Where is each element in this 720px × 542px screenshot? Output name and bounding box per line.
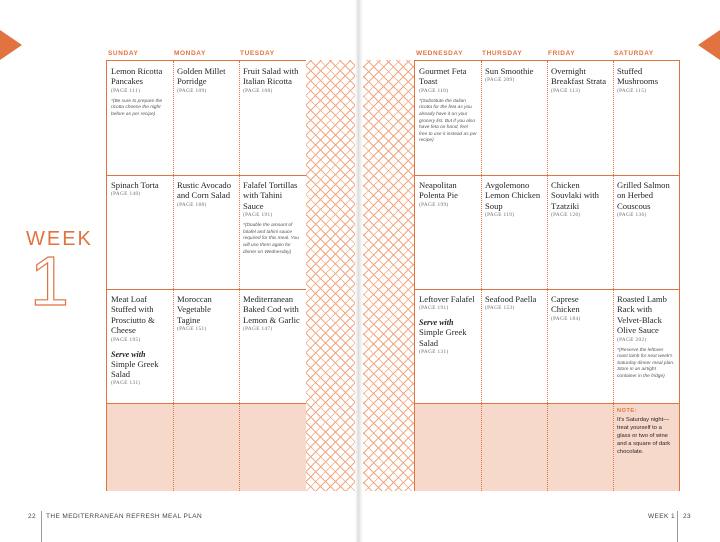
meal-title: Gourmet Feta Toast bbox=[419, 66, 467, 87]
footer-divider-right bbox=[677, 511, 678, 542]
page-reference: (PAGE 140) bbox=[111, 191, 141, 198]
page-reference: (PAGE 120) bbox=[551, 212, 581, 219]
page-reference: (PAGE 109) bbox=[177, 87, 207, 94]
meal-cell bbox=[173, 175, 239, 208]
right-tab-triangle-icon bbox=[698, 30, 720, 60]
meal-title: Roasted Lamb Rack with Velvet-Black Olive Sauce bbox=[617, 294, 667, 336]
left-page-number: 22 bbox=[28, 513, 37, 520]
page-reference: (PAGE 202) bbox=[617, 336, 647, 343]
left-tab-triangle-icon bbox=[0, 30, 22, 60]
meal-title: Rustic Avocado and Corn Salad bbox=[177, 180, 232, 201]
page-reference: (PAGE 199) bbox=[419, 201, 449, 208]
page-reference: (PAGE 111) bbox=[111, 87, 141, 94]
meal-title: Mediterranean Baked Cod with Lemon & Garlic bbox=[243, 294, 300, 325]
note-heading: NOTE: bbox=[617, 408, 638, 414]
page-reference: (PAGE 153) bbox=[485, 305, 515, 312]
meal-title: Falafel Tortillas with Tahini Sauce bbox=[243, 180, 298, 211]
column-divider bbox=[239, 61, 240, 491]
meal-title: Moroccan Vegetable Tagine bbox=[177, 294, 212, 325]
meal-title: Meat Loaf Stuffed with Prosciutto & Cheese bbox=[111, 294, 155, 336]
meal-cell bbox=[415, 61, 481, 145]
meal-note: *(Substitute the Italian ricotta for the feta as you already have it on your grocery list. But if you also have feta on hand, feel free to use it instead as per recipe) bbox=[419, 98, 477, 144]
crosshatch-pattern-left bbox=[306, 60, 355, 491]
meal-cell bbox=[239, 61, 306, 94]
right-running-title: WEEK 1 bbox=[648, 513, 675, 520]
meal-title: Avgolemono Lemon Chicken Soup bbox=[485, 180, 541, 211]
meal-title: Seafood Paella bbox=[485, 294, 537, 304]
left-running-title: THE MEDITERRANEAN REFRESH MEAL PLAN bbox=[46, 513, 203, 520]
meal-title: Golden Millet Porridge bbox=[177, 66, 226, 87]
side-dish-title: Simple Greek Salad bbox=[111, 358, 159, 380]
meal-title: Neapolitan Polenta Pie bbox=[419, 180, 458, 201]
meal-cell bbox=[481, 289, 547, 311]
meal-cell bbox=[415, 289, 481, 355]
page-reference: (PAGE 188) bbox=[177, 201, 207, 208]
page-reference: (PAGE 110) bbox=[419, 87, 449, 94]
day-header-monday: MONDAY bbox=[174, 50, 206, 57]
meal-cell bbox=[547, 61, 613, 94]
saturday-note-box bbox=[613, 403, 679, 456]
meal-cell bbox=[107, 175, 173, 197]
meal-cell bbox=[613, 289, 679, 381]
week-number: 1 bbox=[30, 242, 69, 320]
meal-cell bbox=[107, 61, 173, 119]
crosshatch-pattern-right bbox=[363, 60, 414, 491]
week-label: WEEK bbox=[26, 228, 93, 250]
day-header-friday: FRIDAY bbox=[548, 50, 576, 57]
serve-with-label: Serve with bbox=[111, 349, 146, 359]
day-header-saturday: SATURDAY bbox=[614, 50, 654, 57]
meal-title: Spinach Torta bbox=[111, 180, 159, 190]
meal-cell bbox=[107, 289, 173, 386]
serve-with-label: Serve with bbox=[419, 318, 454, 328]
left-week-grid bbox=[106, 60, 307, 491]
meal-title: Caprese Chicken bbox=[551, 294, 580, 315]
meal-note: *(Reserve the leftover roast lamb for next week's Saturday dinner meal plan. Store in an airtight container in the fridge) bbox=[617, 347, 675, 379]
meal-cell bbox=[173, 61, 239, 94]
page-reference: (PAGE 184) bbox=[551, 315, 581, 322]
page-reference: (PAGE 131) bbox=[111, 380, 141, 387]
meal-cell bbox=[481, 61, 547, 83]
page-reference: (PAGE 151) bbox=[177, 326, 207, 333]
footer-divider-left bbox=[41, 511, 42, 542]
page-reference: (PAGE 136) bbox=[617, 212, 647, 219]
meal-cell bbox=[547, 289, 613, 322]
meal-title: Fruit Salad with Italian Ricotta bbox=[243, 66, 299, 87]
day-header-sunday: SUNDAY bbox=[108, 50, 139, 57]
page-reference: (PAGE 113) bbox=[551, 87, 581, 94]
meal-cell bbox=[239, 175, 306, 256]
page-reference: (PAGE 191) bbox=[419, 305, 449, 312]
page-reference: (PAGE 131) bbox=[419, 349, 449, 356]
meal-title: Lemon Ricotta Pancakes bbox=[111, 66, 163, 87]
meal-cell bbox=[613, 61, 679, 94]
right-page-number: 23 bbox=[683, 513, 692, 520]
meal-title: Chicken Souvlaki with Tzatziki bbox=[551, 180, 599, 211]
column-divider bbox=[481, 61, 482, 491]
page-reference: (PAGE 195) bbox=[111, 336, 141, 343]
right-week-grid bbox=[414, 60, 680, 491]
meal-cell bbox=[239, 289, 306, 332]
note-body: It's Saturday night—treat yourself to a glass or two of wine and a square of dark chocolate. bbox=[617, 417, 671, 455]
page-reference: (PAGE 119) bbox=[485, 212, 515, 219]
page-reference: (PAGE 108) bbox=[243, 87, 273, 94]
day-header-wednesday: WEDNESDAY bbox=[416, 50, 464, 57]
meal-title: Leftover Falafel bbox=[419, 294, 475, 304]
meal-cell bbox=[415, 175, 481, 208]
page-reference: (PAGE 209) bbox=[485, 77, 515, 84]
meal-cell bbox=[547, 175, 613, 218]
meal-title: Overnight Breakfast Strata bbox=[551, 66, 607, 87]
day-header-thursday: THURSDAY bbox=[482, 50, 523, 57]
page-reference: (PAGE 191) bbox=[243, 212, 273, 219]
meal-title: Grilled Salmon on Herbed Couscous bbox=[617, 180, 670, 211]
page-reference: (PAGE 115) bbox=[617, 87, 647, 94]
column-divider bbox=[547, 61, 548, 491]
column-divider bbox=[173, 61, 174, 491]
meal-cell bbox=[173, 289, 239, 332]
meal-cell bbox=[481, 175, 547, 218]
meal-cell bbox=[613, 175, 679, 218]
side-dish-title: Simple Greek Salad bbox=[419, 327, 467, 348]
page-reference: (PAGE 147) bbox=[243, 326, 273, 333]
meal-note: *(Double the amount of falafel and tahini sauce required for this meal. You will use them again for dinner on Wednesday) bbox=[243, 223, 299, 255]
day-header-tuesday: TUESDAY bbox=[240, 50, 275, 57]
row-divider bbox=[107, 403, 306, 404]
meal-title: Stuffed Mushrooms bbox=[617, 66, 659, 87]
left-bottom-band bbox=[107, 403, 306, 491]
meal-note: *(Be sure to prepare the ricotta cheese the night before as per recipe) bbox=[111, 98, 163, 117]
meal-title: Sun Smoothie bbox=[485, 66, 534, 76]
